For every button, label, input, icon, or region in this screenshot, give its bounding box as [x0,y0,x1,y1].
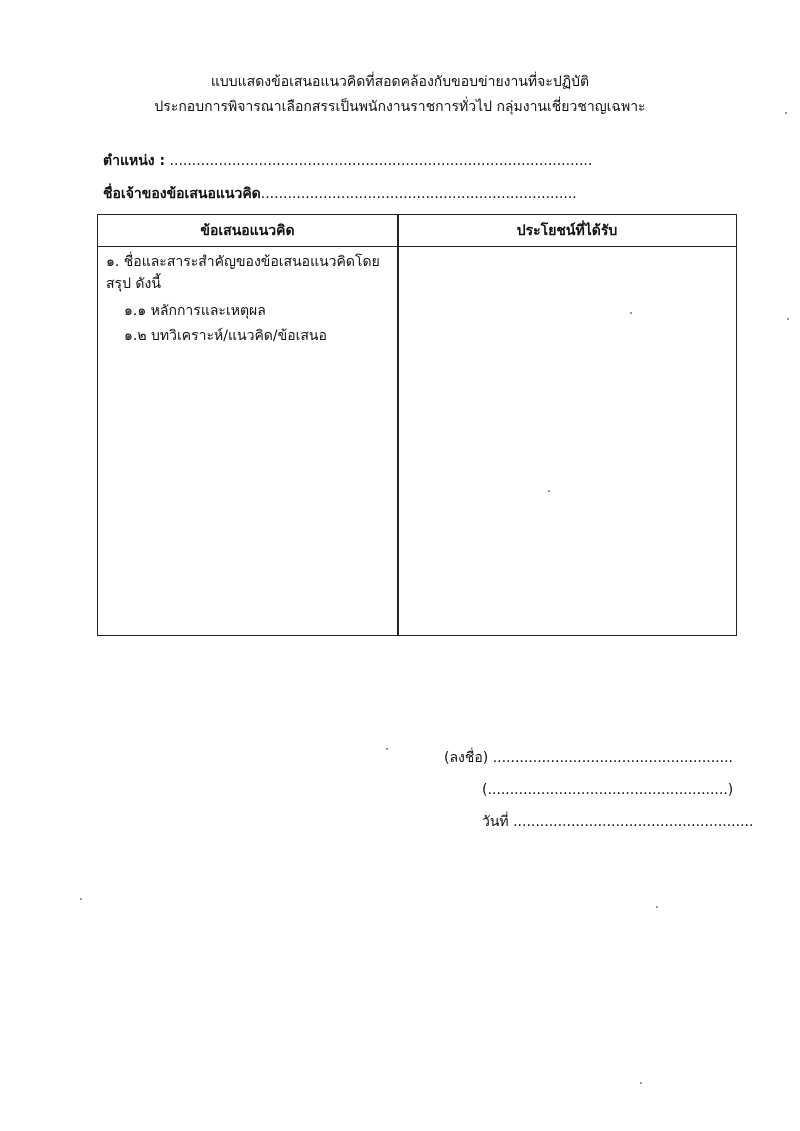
position-label: ตำแหน่ง : [103,153,166,169]
proposal-item-1: ๑. ชื่อและสาระสำคัญของข้อเสนอแนวคิดโดยสรุป ดังนี้ [106,254,380,292]
date-line: วันที่ ...................................................... [482,814,754,830]
scan-speck [640,1082,642,1084]
proposal-item-1-1: ๑.๑ หลักการและเหตุผล [124,303,266,319]
column-header-benefits: ประโยชน์ที่ได้รับ [516,223,618,239]
proposal-item-1-2: ๑.๒ บทวิเคราะห์/แนวคิด/ข้อเสนอ [124,328,327,344]
column-divider [397,215,399,635]
scan-speck [548,490,550,492]
scan-speck [656,906,658,908]
scan-speck [785,112,787,114]
scan-speck [80,898,82,900]
header-divider [98,246,736,247]
scan-speck [630,312,632,314]
signature-line: (ลงชื่อ) ...................................................... [444,750,734,766]
form-title-line-1: แบบแสดงข้อเสนอแนวคิดที่สอดคล้องกับขอบข่ายงานที่จะปฏิบัติ [210,74,590,90]
scan-speck [787,318,789,320]
owner-fill-line: ....................................................................... [260,186,577,202]
position-fill-line: ............................................................................................... [169,153,593,169]
printed-name-line: (......................................................) [482,782,734,798]
form-title-line-2: ประกอบการพิจารณาเลือกสรรเป็นพนักงานราชการทั่วไป กลุ่มงานเชี่ยวชาญเฉพาะ [154,99,646,115]
owner-field [103,184,577,204]
proposal-table [97,214,737,636]
position-field [103,151,592,171]
owner-label: ชื่อเจ้าของข้อเสนอแนวคิด [103,186,261,202]
scan-speck [386,748,388,750]
column-header-proposal: ข้อเสนอแนวคิด [200,223,295,239]
